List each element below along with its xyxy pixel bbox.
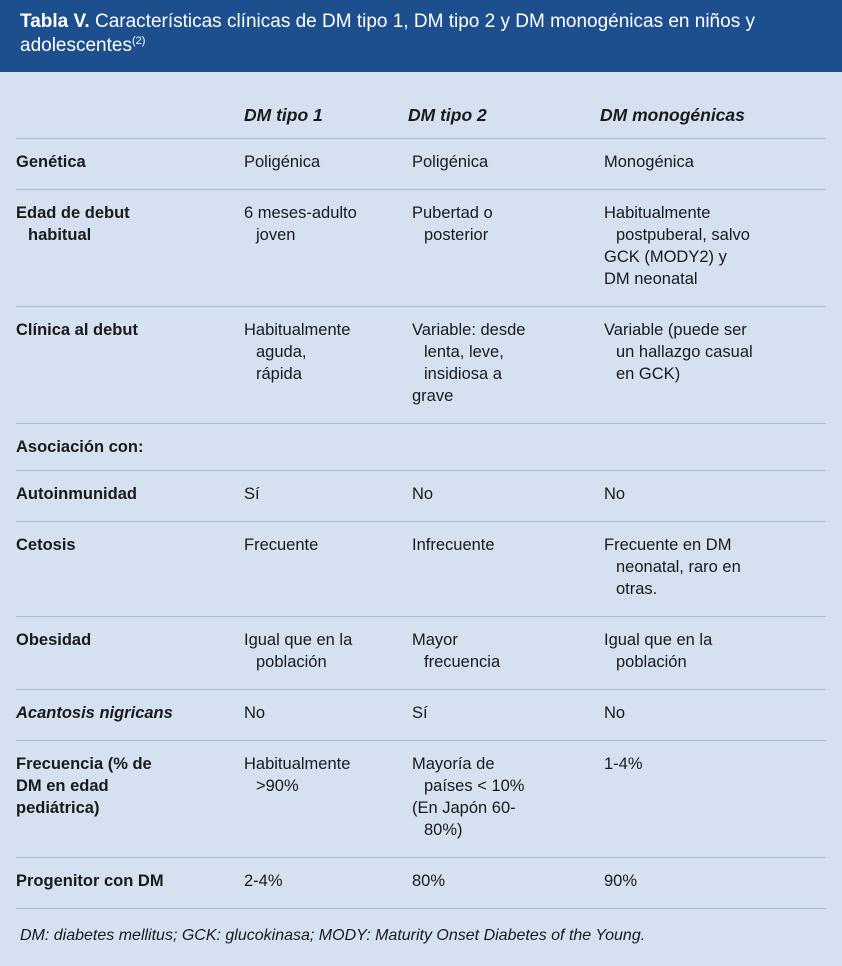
cell-dm1: Habitualmente aguda, rápida — [234, 307, 408, 424]
cell-dm2: Sí — [408, 690, 600, 741]
table-row — [16, 741, 826, 858]
cell-monogenic: Habitualmente postpuberal, salvo GCK (MODY2) y DM neonatal — [600, 190, 826, 307]
table-row — [16, 617, 826, 690]
table-row — [16, 471, 826, 522]
cell-dm1: No — [234, 690, 408, 741]
table-row — [16, 858, 826, 909]
row-label: Autoinmunidad — [16, 471, 234, 522]
row-label: Frecuencia (% de DM en edad pediátrica) — [16, 741, 234, 858]
table-row — [16, 190, 826, 307]
table-header-row — [16, 72, 826, 139]
cell-dm2: No — [408, 471, 600, 522]
cell-dm2: Infrecuente — [408, 522, 600, 617]
cell-monogenic — [600, 424, 826, 471]
row-label: Progenitor con DM — [16, 858, 234, 909]
row-label: Cetosis — [16, 522, 234, 617]
row-label: Edad de debut habitual — [16, 190, 234, 307]
reference-superscript: (2) — [131, 35, 146, 47]
cell-monogenic: No — [600, 690, 826, 741]
table-footnote: DM: diabetes mellitus; GCK: glucokinasa; MODY: Maturity Onset Diabetes of the Young. — [20, 927, 646, 944]
column-header-empty — [16, 72, 234, 139]
cell-monogenic: No — [600, 471, 826, 522]
cell-dm2: Mayor frecuencia — [408, 617, 600, 690]
cell-dm1: 6 meses-adulto joven — [234, 190, 408, 307]
row-label: Clínica al debut — [16, 307, 234, 424]
row-label: Asociación con: — [16, 424, 234, 471]
table-row — [16, 522, 826, 617]
table-row — [16, 307, 826, 424]
column-header-dm-tipo-1: DM tipo 1 — [244, 105, 323, 125]
cell-dm1 — [234, 424, 408, 471]
cell-dm2: Poligénica — [408, 139, 600, 190]
cell-dm2: Variable: desde lenta, leve, insidiosa a grave — [408, 307, 600, 424]
cell-monogenic: Variable (puede ser un hallazgo casual en GCK) — [600, 307, 826, 424]
row-label: Genética — [16, 139, 234, 190]
table-title — [0, 0, 842, 72]
cell-dm2: Pubertad o posterior — [408, 190, 600, 307]
cell-monogenic: 1-4% — [600, 741, 826, 858]
column-header-dm-monogenicas: DM monogénicas — [600, 105, 745, 125]
cell-dm1: 2-4% — [234, 858, 408, 909]
table-title-text: Características clínicas de DM tipo 1, DM tipo 2 y DM monogénicas en niños y adolescentes — [20, 11, 755, 56]
cell-dm1: Habitualmente >90% — [234, 741, 408, 858]
cell-monogenic: Monogénica — [600, 139, 826, 190]
cell-monogenic: Igual que en la población — [600, 617, 826, 690]
row-label: Obesidad — [16, 617, 234, 690]
column-header-dm-tipo-2: DM tipo 2 — [408, 105, 487, 125]
cell-dm1: Poligénica — [234, 139, 408, 190]
table-section-row — [16, 424, 826, 471]
clinical-characteristics-table — [16, 72, 826, 909]
table-row — [16, 690, 826, 741]
cell-dm1: Frecuente — [234, 522, 408, 617]
table-number: Tabla V. — [20, 11, 90, 32]
cell-monogenic: Frecuente en DM neonatal, raro en otras. — [600, 522, 826, 617]
cell-dm2: 80% — [408, 858, 600, 909]
table-container — [0, 72, 842, 909]
cell-dm2 — [408, 424, 600, 471]
table-row — [16, 139, 826, 190]
cell-dm1: Sí — [234, 471, 408, 522]
row-label: Acantosis nigricans — [16, 690, 234, 741]
cell-dm2: Mayoría de países < 10% (En Japón 60- 80%) — [408, 741, 600, 858]
cell-monogenic: 90% — [600, 858, 826, 909]
cell-dm1: Igual que en la población — [234, 617, 408, 690]
